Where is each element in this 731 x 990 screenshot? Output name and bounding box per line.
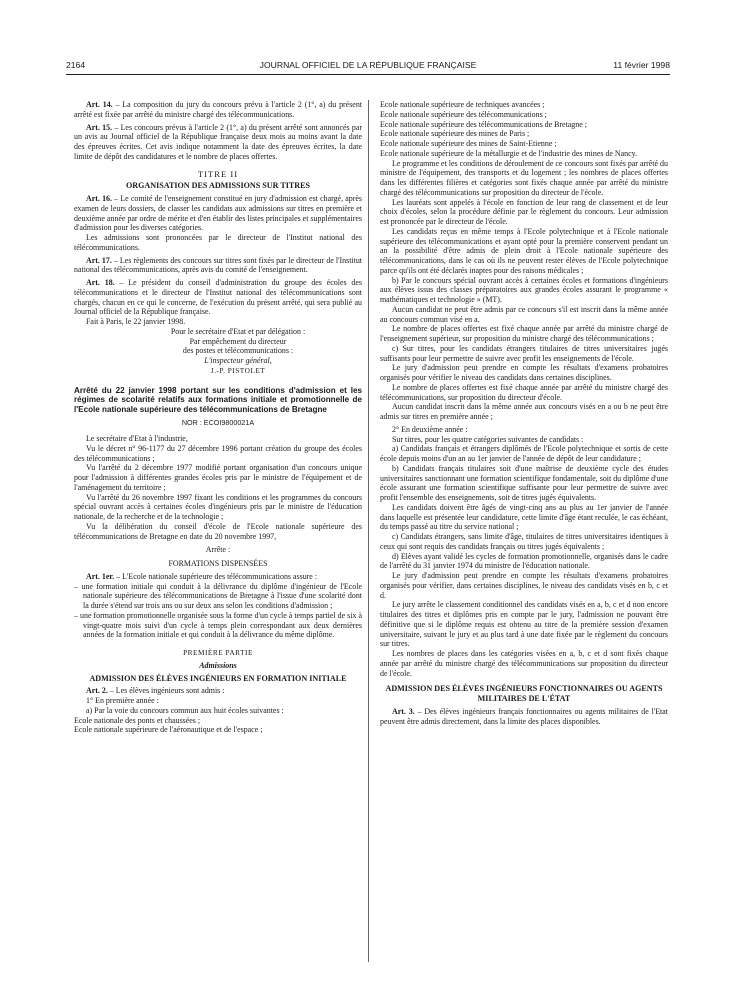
paragraph: b) Candidats français titulaires soit d'une maîtrise de deuxième cycle des études universitaires sanctionnant une formation scientifique fondamentale, soit du diplôme d'une école assurant une formation scientifique suffisante pour leur permettre de suivre avec profit l'ensemble des enseignements, soit de titres jugés équivalents. bbox=[380, 463, 668, 502]
paragraph: d) Elèves ayant validé les cycles de formation promotionnelle, organisés dans le cadre de l'arrêté du 31 janvier 1974 du ministre de l'éducation nationale. bbox=[380, 551, 668, 571]
paragraph: c) Sur titres, pour les candidats étrangers titulaires de titres universitaires jugés suffisants pour leur permettre de suivre avec profit les enseignements de l'école. bbox=[380, 343, 668, 363]
school-item: Ecole nationale des ponts et chaussées ; bbox=[74, 715, 201, 725]
school-item: Ecole nationale supérieure des mines de Paris ; bbox=[380, 129, 530, 139]
signatory-name: J.-P. PISTOLET bbox=[210, 365, 266, 375]
section-heading: ADMISSION DES ÉLÈVES INGÉNIEURS FONCTIONNAIRES OU AGENTS MILITAIRES DE L'ÉTAT bbox=[385, 684, 663, 703]
paragraph: Le jury arrête le classement conditionnel des candidats visés en a, b, c et d non encore titulaires des titres et diplômes pris en compte par le jury, l'admission ne pouvant être définitive que si le diplôme requis est obtenu au titre de la première session d'examen universitaire, suivant le jury et au plus tard à une date fixée par le règlement du concours sur titres. bbox=[380, 600, 668, 649]
paragraph: Les candidats doivent être âgés de vingt-cinq ans au plus au 1er janvier de l'année dans laquelle est présentée leur candidature, cette limite d'âge étant reculée, le cas échéant, du temps passé au titre du service national ; bbox=[380, 502, 668, 532]
school-item: Ecole nationale supérieure des télécommunications ; bbox=[380, 109, 547, 119]
article-14: Art. 14. – La composition du jury du concours prévu à l'article 2 (1°, a) du présent arrêté est fixée par arrêté du ministre chargé des télécommunications. bbox=[74, 100, 362, 119]
paragraph: Les candidats reçus en même temps à l'Ecole polytechnique et à l'Ecole nationale supérieure des télécommunications et ayant opté pour la première conservent pendant un an la possibilité d'être admis de plein droit à l'Ecole nationale supérieure des télécommunications, dans le cas où ils ne peuvent rester élèves de l'Ecole polytechnique parce qu'ils ont été déclarés inaptes pour des raisons médicales ; bbox=[380, 226, 668, 275]
decree-title: Arrêté du 22 janvier 1998 portant sur les conditions d'admission et les régimes de scolarité relatifs aux formations initiale et promotionnelle de l'Ecole nationale supérieure des télécommunications de Bretagne bbox=[74, 385, 362, 414]
paragraph: a) Par la voie du concours commun aux huit écoles suivantes : bbox=[86, 705, 284, 715]
article-18: Art. 18. – Le président du conseil d'administration du groupe des écoles des télécommunications et le directeur de l'Institut national des télécommunications sont chargés, chacun en ce qui le concerne, de l'exécution du présent arrêté, qui sera publié au Journal officiel de la République française. bbox=[74, 278, 362, 317]
article-1: Art. 1er. – L'Ecole nationale supérieure des télécommunications assure : bbox=[86, 571, 318, 581]
titre-heading: TITRE II bbox=[197, 168, 239, 179]
paragraph: Sur titres, pour les quatre catégories suivantes de candidats : bbox=[392, 434, 584, 444]
left-column bbox=[74, 100, 362, 735]
header-rule bbox=[66, 74, 670, 75]
part-subheading: Admissions bbox=[199, 660, 237, 670]
paragraph: b) Par le concours spécial ouvrant accès à certaines écoles et formations d'ingénieurs aux élèves issus des classes préparatoires aux grandes écoles assurant le programme « mathématiques et technologie » (MT). bbox=[380, 275, 668, 304]
nor-reference: NOR : ECOI9800021A bbox=[181, 418, 255, 428]
preamble-line: Le secrétaire d'Etat à l'industrie, bbox=[86, 434, 188, 444]
paragraph: Le nombre de places offertes est fixé chaque année par arrêté du ministre chargé de l'enseignement supérieur, sur proposition du ministre chargé des télécommunications ; bbox=[380, 324, 668, 343]
paragraph: Les lauréats sont appelés à l'école en fonction de leur rang de classement et de leur choix d'écoles, selon la procédure définie par le règlement du concours. Leur admission est prononcée par le directeur de l'école. bbox=[380, 197, 668, 226]
paragraph: Le jury d'admission peut prendre en compte les résultats d'examens probatoires organisés pour vérifier le niveau des candidats dans certaines disciplines. bbox=[380, 363, 668, 382]
article-16-paragraph: Les admissions sont prononcées par le directeur de l'Institut national des télécommunications. bbox=[74, 233, 362, 252]
preamble-line: Vu l'arrêté du 2 décembre 1977 modifié portant organisation d'un concours unique pour l'admission à différentes grandes écoles pris par le ministre de l'équipement et de l'aménagement du territoire ; bbox=[74, 463, 362, 492]
article-2: Art. 2. – Les élèves ingénieurs sont admis : bbox=[86, 686, 225, 696]
preamble-line: Vu l'arrêté du 26 novembre 1997 fixant les conditions et les programmes du concours spécial ouvrant accès à certaines écoles d'ingénieurs pris par le ministre de l'éducation nationale, de la recherche et de la technologie ; bbox=[74, 492, 362, 522]
section-heading: FORMATIONS DISPENSÉES bbox=[168, 559, 268, 569]
signature-title: L'inspecteur général, bbox=[204, 356, 272, 365]
paragraph: a) Candidats français et étrangers diplômés de l'Ecole polytechnique et sortis de cette école depuis moins d'un an au 1er janvier de l'année de dépôt de leur candidature ; bbox=[380, 444, 668, 463]
signing-place-date: Fait à Paris, le 22 janvier 1998. bbox=[86, 317, 186, 326]
paragraph: 1° En première année : bbox=[86, 696, 159, 706]
article-3: Art. 3. – Des élèves ingénieurs français fonctionnaires ou agents militaires de l'Etat peuvent être admis directement, dans la limite des places disponibles. bbox=[380, 706, 668, 726]
paragraph: Le programme et les conditions de déroulement de ce concours sont fixés par arrêté du ministre de l'équipement, des transports et du logement ; les nombres de places offertes dans les différentes filières et catégories sont fixés chaque année par arrêté du ministre chargé des télécommunications sur proposition du directeur de l'école. bbox=[380, 158, 668, 197]
preamble-line: Vu le décret n° 96-1177 du 27 décembre 1996 portant création du groupe des écoles des télécommunications ; bbox=[74, 443, 362, 463]
paragraph: Aucun candidat ne peut être admis par ce concours s'il est inscrit dans la même année au concours commun visé en a. bbox=[380, 304, 668, 324]
paragraph: Le jury d'admission peut prendre en compte les résultats d'examens probatoires organisés pour vérifier, dans certaines disciplines, le niveau des candidats visés en b, c et d. bbox=[380, 571, 668, 600]
titre-subheading: ORGANISATION DES ADMISSIONS SUR TITRES bbox=[125, 181, 311, 191]
school-item: Ecole nationale supérieure de techniques avancées ; bbox=[380, 100, 545, 109]
page-number: 2164 bbox=[66, 60, 86, 70]
signature-line: des postes et télécommunications : bbox=[182, 346, 294, 356]
part-heading: PREMIÈRE PARTIE bbox=[183, 648, 253, 658]
paragraph: Aucun candidat inscrit dans la même année aux concours visés en a ou b ne peut être admis sur titres en première année ; bbox=[380, 402, 668, 421]
paragraph: Les nombres de places dans les catégories visées en a, b, c et d sont fixés chaque année par arrêté du ministre chargé des télécommunications sur proposition du directeur de l'école. bbox=[380, 649, 668, 678]
issue-date: 11 février 1998 bbox=[613, 60, 670, 70]
school-item: Ecole nationale supérieure des télécommunications de Bretagne ; bbox=[380, 119, 587, 129]
journal-title: JOURNAL OFFICIEL DE LA RÉPUBLIQUE FRANÇAISE bbox=[259, 60, 477, 70]
page-header bbox=[66, 60, 670, 74]
signature-line: Par empêchement du directeur bbox=[189, 336, 287, 346]
article-15: Art. 15. – Les concours prévus à l'article 2 (1°, a) du présent arrêté sont annoncés par un avis au Journal officiel de la République française deux mois au moins avant la date des épreuves écrites. Cet avis indique notamment la date des épreuves écrites, la date limite de dépôt des candidatures et le nombre de places offertes. bbox=[74, 122, 362, 161]
section-heading: ADMISSION DES ÉLÈVES INGÉNIEURS EN FORMATION INITIALE bbox=[89, 673, 347, 683]
school-item: Ecole nationale supérieure de l'aéronautique et de l'espace ; bbox=[74, 725, 263, 735]
right-column bbox=[380, 100, 668, 726]
school-item: Ecole nationale supérieure de la métallurgie et de l'industrie des mines de Nancy. bbox=[380, 148, 638, 158]
article-16: Art. 16. – Le comité de l'enseignement constitué en jury d'admission est chargé, après examen de leurs dossiers, de classer les candidats aux admissions sur titres en première et deuxième année par ordre de mérite et d'en établir des listes principales et supplémentaires d'admission pour les diverses catégories. bbox=[74, 194, 362, 233]
paragraph: c) Candidats étrangers, sans limite d'âge, titulaires de titres universitaires identiques à ceux qui sont requis des candidats français ou titres jugés équivalents ; bbox=[380, 532, 668, 551]
school-item: Ecole nationale supérieure des mines de Saint-Etienne ; bbox=[380, 139, 557, 148]
preamble-line: Vu la délibération du conseil d'école de l'Ecole nationale supérieure des télécommunications de Bretagne en date du 20 novembre 1997, bbox=[74, 521, 362, 541]
arrete-label: Arrête : bbox=[205, 545, 231, 555]
article-17: Art. 17. – Les règlements des concours sur titres sont fixés par le directeur de l'Institut national des télécommunications, après avis du comité de l'enseignement. bbox=[74, 255, 362, 275]
column-divider bbox=[368, 100, 369, 962]
signature-line: Pour le secrétaire d'Etat et par délégation : bbox=[170, 326, 306, 336]
list-item: – une formation promotionnelle organisée sous la forme d'un cycle à temps partiel de six à vingt-quatre mois suivi d'un cycle à temps plein correspondant aux deux dernières années de la formation initiale et qui conduit à la délivrance du même diplôme. bbox=[74, 610, 362, 640]
paragraph: 2° En deuxième année : bbox=[392, 424, 468, 434]
list-item: – une formation initiale qui conduit à la délivrance du diplôme d'ingénieur de l'Ecole nationale supérieure des télécommunications de Bretagne à l'issue d'une scolarité dont la durée s'étend sur trois ans ou sur deux ans selon les conditions d'admission ; bbox=[74, 581, 362, 611]
paragraph: Le nombre de places offertes est fixé chaque année par arrêté du ministre chargé des télécommunications, sur proposition du directeur d'école. bbox=[380, 382, 668, 402]
